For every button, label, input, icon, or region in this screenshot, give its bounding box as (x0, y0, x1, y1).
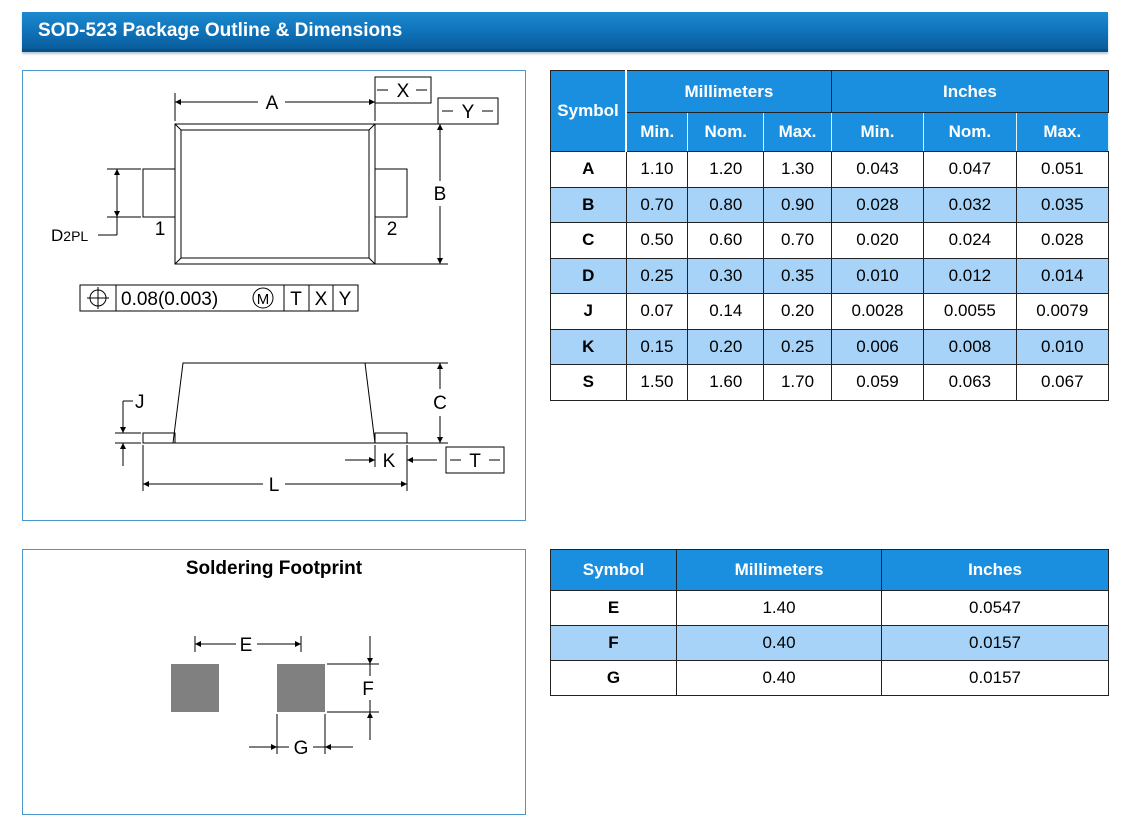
value-cell: 0.20 (688, 329, 764, 365)
value-cell: 1.20 (688, 152, 764, 188)
tolerance-value: 0.08(0.003) (121, 289, 219, 310)
pin-1-label: 1 (154, 219, 166, 240)
value-cell: 0.30 (688, 258, 764, 294)
value-cell: 0.010 (1016, 329, 1108, 365)
dim-label-d-suffix: 2PL (63, 228, 89, 244)
symbol-cell: A (551, 152, 627, 188)
in-max-header: Max. (1016, 113, 1108, 152)
footprint-label-e: E (239, 635, 253, 656)
value-cell: 0.70 (626, 187, 688, 223)
solder-pad-right (277, 664, 325, 712)
soldering-footprint-panel (22, 549, 526, 815)
footprint-millimeters-header: Millimeters (677, 550, 882, 591)
value-cell: 1.10 (626, 152, 688, 188)
inches-header: Inches (831, 71, 1108, 113)
value-cell: 0.059 (831, 365, 923, 401)
tolerance-modifier: M (256, 291, 270, 308)
value-cell: 0.40 (677, 661, 882, 696)
value-cell: 0.020 (831, 223, 923, 259)
dimensions-table (550, 70, 1109, 401)
in-nom-header: Nom. (924, 113, 1016, 152)
symbol-header: Symbol (551, 71, 627, 152)
pin-2-label: 2 (386, 219, 398, 240)
symbol-cell: F (551, 626, 677, 661)
table-row (551, 591, 1109, 626)
value-cell: 0.60 (688, 223, 764, 259)
footprint-title: Soldering Footprint (185, 558, 363, 579)
mm-nom-header: Nom. (688, 113, 764, 152)
value-cell: 0.0028 (831, 294, 923, 330)
symbol-cell: K (551, 329, 627, 365)
footprint-table (550, 549, 1109, 696)
symbol-cell: G (551, 661, 677, 696)
package-outline-drawing (23, 71, 527, 522)
value-cell: 0.014 (1016, 258, 1108, 294)
millimeters-header: Millimeters (626, 71, 831, 113)
value-cell: 0.043 (831, 152, 923, 188)
dim-label-d-letter: D (51, 226, 64, 245)
dim-label-k: K (382, 451, 396, 472)
value-cell: 0.047 (924, 152, 1016, 188)
value-cell: 0.012 (924, 258, 1016, 294)
value-cell: 1.50 (626, 365, 688, 401)
footprint-label-g: G (293, 738, 309, 759)
value-cell: 0.35 (764, 258, 832, 294)
value-cell: 0.051 (1016, 152, 1108, 188)
table-header-row (551, 71, 1109, 113)
footprint-drawing (23, 550, 527, 816)
value-cell: 0.032 (924, 187, 1016, 223)
table-row (551, 329, 1109, 365)
table-row (551, 365, 1109, 401)
mm-min-header: Min. (626, 113, 688, 152)
in-min-header: Min. (831, 113, 923, 152)
value-cell: 0.006 (831, 329, 923, 365)
value-cell: 1.60 (688, 365, 764, 401)
dim-label-j: J (135, 392, 145, 413)
value-cell: 1.70 (764, 365, 832, 401)
value-cell: 0.25 (626, 258, 688, 294)
tolerance-datum-1: T (290, 289, 302, 310)
value-cell: 0.70 (764, 223, 832, 259)
dim-label-c: C (433, 393, 447, 414)
value-cell: 0.028 (831, 187, 923, 223)
footprint-label-f: F (362, 679, 374, 700)
footprint-table-header-row (551, 550, 1109, 591)
table-row (551, 294, 1109, 330)
title-bar (22, 12, 1108, 52)
symbol-cell: B (551, 187, 627, 223)
value-cell: 0.0157 (882, 626, 1109, 661)
datum-t-label: T (469, 451, 481, 472)
datum-y-label: Y (461, 102, 475, 123)
symbol-cell: J (551, 294, 627, 330)
solder-pad-left (171, 664, 219, 712)
dim-label-d (51, 226, 88, 245)
tolerance-datum-2: X (314, 289, 328, 310)
table-row (551, 661, 1109, 696)
value-cell: 0.90 (764, 187, 832, 223)
value-cell: 0.80 (688, 187, 764, 223)
symbol-cell: E (551, 591, 677, 626)
table-row (551, 626, 1109, 661)
value-cell: 0.024 (924, 223, 1016, 259)
value-cell: 0.067 (1016, 365, 1108, 401)
datum-x-label: X (396, 81, 410, 102)
value-cell: 1.30 (764, 152, 832, 188)
table-row (551, 152, 1109, 188)
value-cell: 0.0157 (882, 661, 1109, 696)
footprint-symbol-header: Symbol (551, 550, 677, 591)
dim-label-b: B (433, 184, 447, 205)
value-cell: 0.008 (924, 329, 1016, 365)
dim-label-l: L (268, 475, 280, 496)
value-cell: 1.40 (677, 591, 882, 626)
table-subheader-row (551, 113, 1109, 152)
value-cell: 0.14 (688, 294, 764, 330)
outline-drawing-panel (22, 70, 526, 521)
value-cell: 0.0079 (1016, 294, 1108, 330)
value-cell: 0.40 (677, 626, 882, 661)
tolerance-datum-3: Y (338, 289, 352, 310)
value-cell: 0.063 (924, 365, 1016, 401)
value-cell: 0.0547 (882, 591, 1109, 626)
symbol-cell: S (551, 365, 627, 401)
page-title: SOD-523 Package Outline & Dimensions (38, 20, 403, 41)
value-cell: 0.010 (831, 258, 923, 294)
value-cell: 0.0055 (924, 294, 1016, 330)
value-cell: 0.07 (626, 294, 688, 330)
table-row (551, 223, 1109, 259)
table-row (551, 258, 1109, 294)
value-cell: 0.15 (626, 329, 688, 365)
value-cell: 0.25 (764, 329, 832, 365)
symbol-cell: D (551, 258, 627, 294)
value-cell: 0.035 (1016, 187, 1108, 223)
footprint-inches-header: Inches (882, 550, 1109, 591)
dim-label-a: A (265, 93, 279, 114)
table-row (551, 187, 1109, 223)
value-cell: 0.20 (764, 294, 832, 330)
symbol-cell: C (551, 223, 627, 259)
value-cell: 0.028 (1016, 223, 1108, 259)
value-cell: 0.50 (626, 223, 688, 259)
mm-max-header: Max. (764, 113, 832, 152)
